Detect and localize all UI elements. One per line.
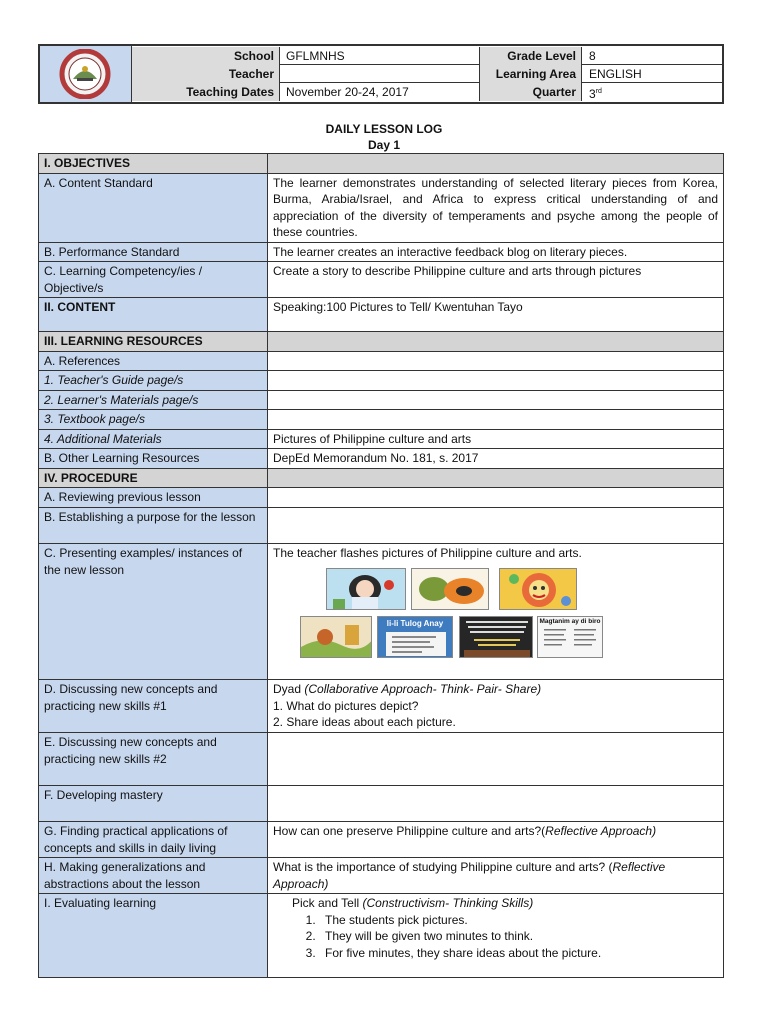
content-standard-value: The learner demonstrates understanding of selected literary pieces from Korea, Burma, Arabia/Israel, and Africa to express critical understanding of and appreciation of the diversity of temperaments and psyche among the people of these countries.	[268, 173, 724, 242]
applications-label: G. Finding practical applications of concepts and skills in daily living	[39, 822, 268, 858]
lesson-log-table	[38, 153, 724, 978]
pick-and-tell-text: Pick and Tell	[292, 896, 360, 910]
purpose-label: B. Establishing a purpose for the lesson	[39, 508, 268, 544]
generalizations-value: What is the importance of studying Philippine culture and arts? (	[273, 860, 613, 874]
picture-fruit-image	[411, 568, 489, 610]
other-resources-label: B. Other Learning Resources	[39, 449, 268, 469]
picture-painting-image	[300, 616, 372, 658]
list-item: 2. They will be given two minutes to think.	[319, 928, 718, 945]
school-seal-icon	[54, 49, 116, 99]
dyad-text: Dyad	[273, 682, 302, 696]
quarter-value	[582, 83, 722, 101]
table-row	[39, 298, 724, 332]
teachers-guide-label: 1. Teacher's Guide page/s	[39, 371, 268, 391]
other-resources-value: DepEd Memorandum No. 181, s. 2017	[268, 449, 724, 469]
discussing-1-intro	[273, 681, 718, 698]
teacher-label: Teacher	[132, 65, 280, 83]
table-row	[39, 371, 724, 391]
table-row	[39, 488, 724, 508]
picture-song-sheet	[537, 616, 603, 658]
competency-label: C. Learning Competency/ies / Objective/s	[39, 262, 268, 298]
performance-standard-label: B. Performance Standard	[39, 242, 268, 262]
references-label: A. References	[39, 351, 268, 371]
page-title: DAILY LESSON LOG	[325, 122, 443, 136]
learning-area-label: Learning Area	[480, 65, 582, 83]
header-box	[38, 44, 724, 104]
discussing-1-question-1: 1. What do pictures depict?	[273, 698, 419, 713]
table-row	[39, 786, 724, 822]
grade-level-label: Grade Level	[480, 47, 582, 65]
table-row	[39, 894, 724, 978]
table-row	[39, 332, 724, 352]
table-row	[39, 508, 724, 544]
discussing-2-label: E. Discussing new concepts and practicing new skills #2	[39, 733, 268, 786]
table-row	[39, 680, 724, 733]
table-row	[39, 822, 724, 858]
table-row	[39, 429, 724, 449]
table-row	[39, 468, 724, 488]
table-row	[39, 154, 724, 174]
table-row	[39, 733, 724, 786]
discussing-1-cell	[268, 680, 724, 733]
evaluating-cell	[268, 894, 724, 978]
table-row	[39, 173, 724, 242]
applications-approach: Reflective Approach)	[545, 824, 657, 838]
picture-story-image	[326, 568, 406, 610]
teaching-dates-label: Teaching Dates	[132, 83, 280, 101]
school-label: School	[132, 47, 280, 65]
generalizations-label: H. Making generalizations and abstractions about the lesson	[39, 858, 268, 894]
table-row	[39, 449, 724, 469]
title-block	[0, 121, 768, 153]
content-standard-label: A. Content Standard	[39, 173, 268, 242]
table-row	[39, 544, 724, 680]
learning-area-value: ENGLISH	[589, 67, 642, 81]
applications-cell	[268, 822, 724, 858]
evaluating-label: I. Evaluating learning	[39, 894, 268, 978]
resources-heading: III. LEARNING RESOURCES	[39, 332, 268, 352]
presenting-label: C. Presenting examples/ instances of the new lesson	[39, 544, 268, 680]
table-row	[39, 410, 724, 430]
discussing-1-label: D. Discussing new concepts and practicing new skills #1	[39, 680, 268, 733]
applications-value: How can one preserve Philippine culture and arts?(	[273, 824, 546, 838]
learners-materials-label: 2. Learner's Materials page/s	[39, 390, 268, 410]
presenting-value: The teacher flashes pictures of Philippine culture and arts.	[273, 546, 582, 560]
generalizations-approach: Reflective Approach)	[273, 860, 666, 891]
discussing-1-question-2: 2. Share ideas about each picture.	[273, 715, 456, 729]
content-value: Speaking:100 Pictures to Tell/ Kwentuhan Tayo	[268, 298, 724, 332]
table-row	[39, 262, 724, 298]
quarter-suffix: rd	[595, 88, 602, 95]
picture-festival-image	[499, 568, 577, 610]
page-subtitle: Day 1	[367, 138, 401, 152]
table-row	[39, 858, 724, 894]
table-row	[39, 351, 724, 371]
mastery-label: F. Developing mastery	[39, 786, 268, 822]
picture-lullaby-card	[377, 616, 453, 658]
picture-proverb-card	[459, 616, 533, 658]
quarter-label: Quarter	[480, 83, 582, 101]
objectives-heading: I. OBJECTIVES	[39, 154, 268, 174]
additional-materials-value: Pictures of Philippine culture and arts	[268, 429, 724, 449]
table-row	[39, 242, 724, 262]
pictures-collage	[273, 564, 718, 676]
quarter-number: 3	[589, 87, 596, 101]
teaching-dates-value: November 20-24, 2017	[280, 83, 480, 101]
generalizations-cell	[268, 858, 724, 894]
textbook-label: 3. Textbook page/s	[39, 410, 268, 430]
list-item: 1. The students pick pictures.	[319, 912, 718, 929]
grade-level-value: 8	[589, 49, 596, 63]
logo-cell	[40, 46, 132, 102]
lullaby-card-title: li-li Tulog Anay	[386, 618, 444, 628]
list-item: 3. For five minutes, they share ideas about the picture.	[319, 945, 718, 962]
presenting-cell	[268, 544, 724, 680]
procedure-heading: IV. PROCEDURE	[39, 468, 268, 488]
school-value: GFLMNHS	[280, 47, 480, 65]
table-row	[39, 390, 724, 410]
performance-standard-value: The learner creates an interactive feedback blog on literary pieces.	[268, 242, 724, 262]
reviewing-label: A. Reviewing previous lesson	[39, 488, 268, 508]
evaluating-steps	[273, 912, 718, 962]
pick-and-tell-intro	[273, 895, 718, 912]
competency-value: Create a story to describe Philippine culture and arts through pictures	[268, 262, 724, 298]
teacher-value	[280, 65, 480, 83]
pick-and-tell-approach: (Constructivism- Thinking Skills)	[362, 896, 534, 910]
content-heading: II. CONTENT	[39, 298, 268, 332]
song-sheet-title: Magtanim ay di biro	[539, 617, 601, 625]
additional-materials-label: 4. Additional Materials	[39, 429, 268, 449]
dyad-approach: (Collaborative Approach- Think- Pair- Share)	[304, 682, 542, 696]
